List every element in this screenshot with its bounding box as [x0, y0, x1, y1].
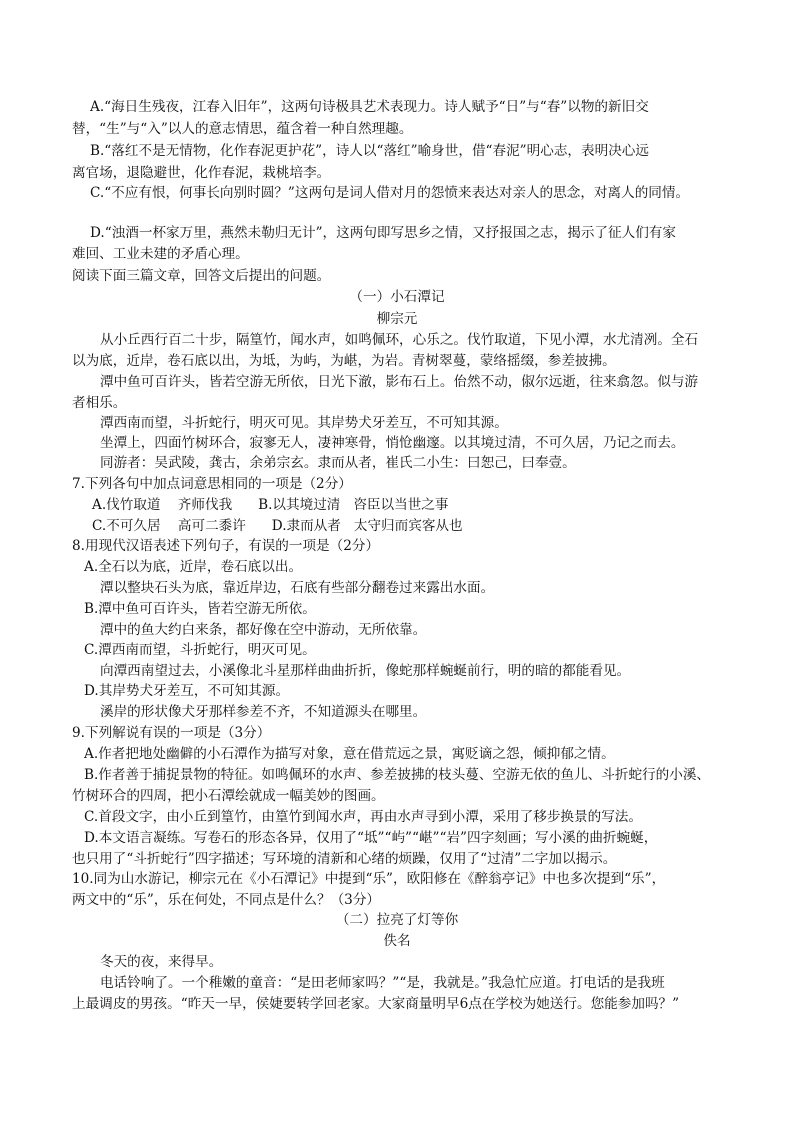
article1-author: 柳宗元: [376, 311, 418, 327]
q8-option-a: A.全石以为底，近岸，卷石底以出。: [84, 559, 303, 575]
reading-intro: 阅读下面三篇文章，回答文后提出的问题。: [72, 268, 331, 284]
article1-p5: 同游者：吴武陵，龚古，余弟宗玄。隶而从者，崔氏二小生：曰恕己，曰奉壹。: [100, 455, 576, 471]
q10-line-1: 10.同为山水游记，柳宗元在《小石潭记》中提到“乐”，欧阳修在《醉翁亭记》中也多次提到“乐”，: [72, 871, 666, 887]
option-b-line-1: B.“落红不是无情物，化作春泥更护花”，诗人以“落红”喻身世，借“春泥”明心志，表明决心远: [90, 143, 649, 159]
q9-option-b-line-2: 竹树环合的四周，把小石潭绘就成一幅美妙的图画。: [72, 788, 385, 804]
article1-p1-line-1: 从小丘西行百二十步，隔篁竹，闻水声，如鸣佩环，心乐之。伐竹取道，下见小潭，水尤清冽。全石: [100, 332, 699, 348]
article2-p2-line-1: 电话铃响了。一个稚嫩的童音：“是田老师家吗？”“是，我就是。”我急忙应道。打电话的是我班: [100, 975, 665, 991]
q8-option-d: D.其岸势犬牙差互，不可知其源。: [84, 683, 290, 699]
article1-p2-line-2: 者相乐。: [72, 395, 127, 411]
option-a-line-2: 替，“生”与“入”以人的意志情思，蕴含着一种自然理趣。: [72, 121, 413, 137]
q7-options-row-2: C.不可久居 高可二黍许 D.隶而从者 太守归而宾客从也: [92, 518, 463, 534]
q8-option-b: B.潭中鱼可百许头，皆若空游无所依。: [84, 601, 316, 617]
article1-p3: 潭西南而望，斗折蛇行，明灭可见。其岸势犬牙差互，不可知其源。: [100, 415, 508, 431]
option-a-line-1: A.“海日生残夜，江春入旧年”，这两句诗极具艺术表现力。诗人赋予“日”与“春”以物的新旧交: [90, 99, 649, 115]
q9-stem: 9.下列解说有误的一项是（3分）: [72, 725, 271, 741]
q8-option-c-translation: 向潭西南望过去，小溪像北斗星那样曲曲折折，像蛇那样蜿蜒前行，明的暗的都能看见。: [100, 663, 631, 679]
q9-option-d-line-1: D.本文语言凝练。写卷石的形态各异，仅用了“坻”“屿”“嵁”“岩”四字刻画；写小溪的曲折蜿蜒，: [84, 830, 658, 846]
article1-p2-line-1: 潭中鱼可百许头，皆若空游无所依，日光下澈，影布石上。佁然不动，俶尔远逝，往来翕忽。似与游: [100, 374, 699, 390]
q8-option-c: C.潭西南而望，斗折蛇行，明灭可见。: [84, 642, 316, 658]
q7-options-row-1: A.伐竹取道 齐师伐我 B.以其境过清 咨臣以当世之事: [92, 497, 449, 513]
article1-title: （一）小石潭记: [349, 289, 445, 305]
q9-option-d-line-2: 也只用了“斗折蛇行”四字描述；写环境的清新和心绪的烦躁，仅用了“过清”二字加以揭示。: [72, 851, 617, 867]
q8-stem: 8.用现代汉语表述下列句子，有误的一项是（2分）: [72, 538, 380, 554]
option-d-line-2: 难回、工业未建的矛盾心理。: [72, 246, 249, 262]
article2-p2-line-2: 上最调皮的男孩。“昨天一早，侯婕要转学回老家。大家商量明早6点在学校为她送行。您能参加吗？”: [72, 996, 680, 1012]
article1-p1-line-2: 以为底，近岸，卷石底以出，为坻，为屿，为嵁，为岩。青树翠蔓，蒙络摇缀，参差披拂。: [72, 353, 616, 369]
q9-option-b-line-1: B.作者善于捕捉景物的特征。如鸣佩环的水声、参差披拂的枝头蔓、空游无依的鱼儿、斗折蛇行的小溪、: [84, 767, 711, 783]
q10-line-2: 两文中的“乐”，乐在何处，不同点是什么？（3分）: [72, 892, 381, 908]
q7-stem: 7.下列各句中加点词意思相同的一项是（2分）: [72, 476, 352, 492]
option-d-line-1: D.“浊酒一杯家万里，燕然未勒归无计”，这两句即写思乡之情，又抒报国之志，揭示了征人们有家: [90, 225, 676, 241]
article2-title: （二）拉亮了灯等你: [335, 912, 459, 928]
q9-option-c: C.首段文字，由小丘到篁竹，由篁竹到闻水声，再由水声寻到小潭，采用了移步换景的写法。: [84, 809, 642, 825]
option-c-line-1: C.“不应有恨，何事长向别时圆？”这两句是词人借对月的怨愤来表达对亲人的思念，对离人的同情。: [90, 185, 690, 201]
q8-option-a-translation: 潭以整块石头为底，靠近岸边，石底有些部分翻卷过来露出水面。: [100, 580, 495, 596]
option-b-line-2: 离官场，退隐避世，化作春泥，栽桃培李。: [72, 165, 331, 181]
q8-option-d-translation: 溪岸的形状像犬牙那样参差不齐，不知道源头在哪里。: [100, 704, 427, 720]
q8-option-b-translation: 潭中的鱼大约白来条，都好像在空中游动，无所依靠。: [100, 622, 427, 638]
article2-author: 佚名: [383, 933, 411, 949]
article2-p1: 冬天的夜，来得早。: [100, 954, 223, 970]
article1-p4: 坐潭上，四面竹树环合，寂寥无人，凄神寒骨，悄怆幽邃。以其境过清，不可久居，乃记之而去。: [100, 435, 685, 451]
q9-option-a: A.作者把地处幽僻的小石潭作为描写对象，意在借荒远之景，寓贬谪之怨，倾抑郁之情。: [84, 746, 615, 762]
